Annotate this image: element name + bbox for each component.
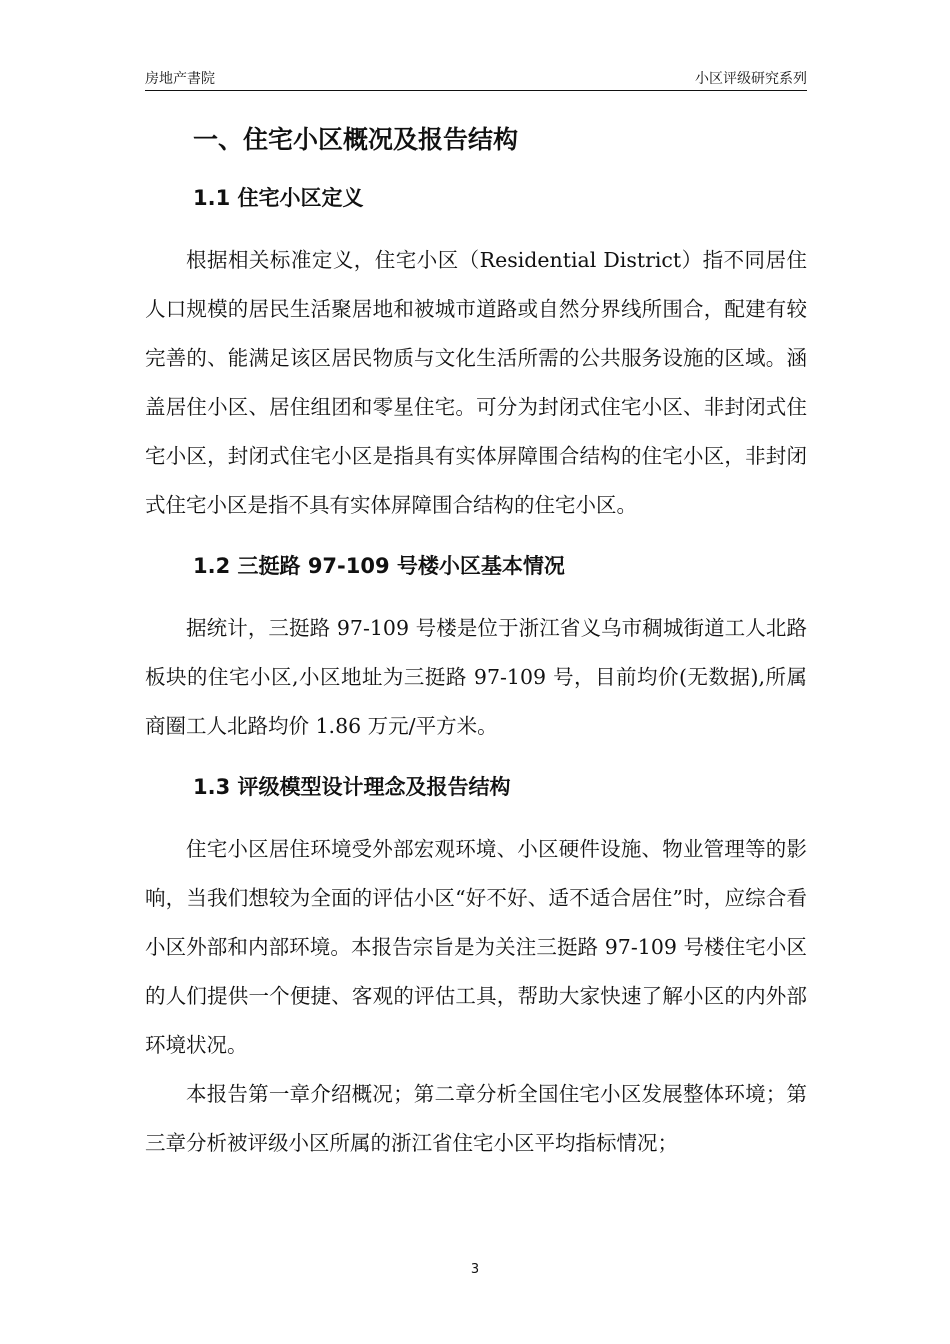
page-header [145,66,807,91]
header-series: 小区评级研究系列 [695,71,807,87]
paragraph-design-concept: 住宅小区居住环境受外部宏观环境、小区硬件设施、物业管理等的影响，当我们想较为全面的评估小区“好不好、适不适合居住”时，应综合看小区外部和内部环境。本报告宗旨是为关注三挺路 97-109 号楼住宅小区的人们提供一个便捷、客观的评估工具，帮助大家快速了解小区的内外部环境状况。 [145,837,807,1057]
page-content [145,116,807,1168]
heading-1-3: 1.3 评级模型设计理念及报告结构 [193,775,511,799]
page-number: 3 [470,1262,480,1277]
paragraph-basic-info: 据统计，三挺路 97-109 号楼是位于浙江省义乌市稠城街道工人北路板块的住宅小区,小区地址为三挺路 97-109 号，目前均价(无数据),所属商圈工人北路均价 1.86 万元/平方米。 [145,616,807,738]
paragraph-definition: 根据相关标准定义，住宅小区（Residential District）指不同居住人口规模的居民生活聚居地和被城市道路或自然分界线所围合，配建有较完善的、能满足该区居民物质与文化生活所需的公共服务设施的区域。涵盖居住小区、居住组团和零星住宅。可分为封闭式住宅小区、非封闭式住宅小区，封闭式住宅小区是指具有实体屏障围合结构的住宅小区，非封闭式住宅小区是指不具有实体屏障围合结构的住宅小区。 [145,248,807,517]
heading-1-2: 1.2 三挺路 97-109 号楼小区基本情况 [193,554,565,578]
section-title: 一、住宅小区概况及报告结构 [193,125,519,154]
header-publisher: 房地产書院 [145,71,215,87]
heading-1-1: 1.1 住宅小区定义 [193,186,364,210]
paragraph-report-structure: 本报告第一章介绍概况；第二章分析全国住宅小区发展整体环境；第三章分析被评级小区所属的浙江省住宅小区平均指标情况； [145,1082,807,1155]
